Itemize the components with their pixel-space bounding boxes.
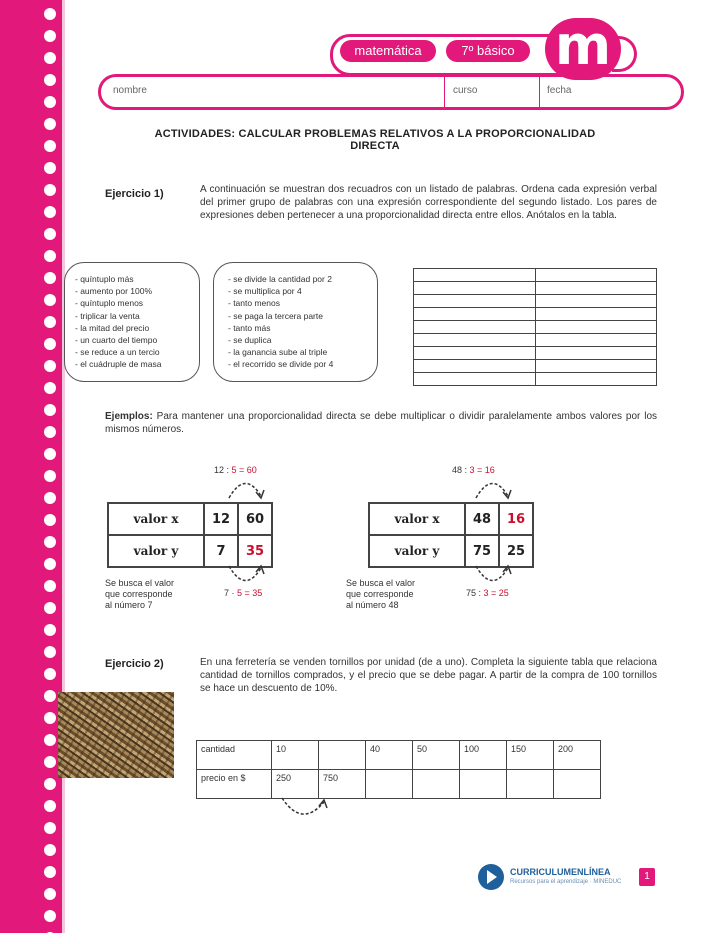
table-row — [414, 360, 657, 373]
table-row — [414, 282, 657, 295]
answer-cell[interactable] — [535, 334, 657, 347]
table-cell: 7 — [204, 535, 238, 567]
table-cell: 100 — [460, 741, 507, 770]
answer-cell[interactable] — [414, 321, 536, 334]
arrow-icon — [462, 564, 522, 590]
spiral-binding — [0, 0, 62, 933]
exercise-1-label: Ejercicio 1) — [105, 188, 164, 200]
title-line: DIRECTA — [350, 140, 400, 152]
table-cell: 200 — [554, 741, 601, 770]
list-item: - el recorrido se divide por 4 — [228, 359, 334, 370]
operation-note: 48 : 3 = 16 — [452, 465, 495, 475]
answer-cell[interactable] — [535, 269, 657, 282]
exercise-2-text: En una ferretería se venden tornillos por unidad (de a uno). Completa la siguiente tabla que relaciona cantidad de tornillos comprados, y el precio que se debe pagar. A partir de la compra de 100 tornillos se hace un descuento de 10%. — [200, 657, 657, 694]
table-cell: 75 — [465, 535, 499, 567]
binding-hole — [44, 338, 56, 350]
list-item: - la ganancia sube al triple — [228, 347, 328, 358]
binding-hole — [44, 646, 56, 658]
binding-hole — [44, 800, 56, 812]
list-item: - se reduce a un tercio — [75, 347, 160, 358]
binding-hole — [44, 30, 56, 42]
table-row — [414, 373, 657, 386]
table-cell[interactable] — [413, 770, 460, 799]
answer-cell[interactable] — [535, 308, 657, 321]
screws-photo — [58, 692, 174, 778]
table-row — [414, 334, 657, 347]
word-list-box-2 — [213, 262, 378, 382]
arrow-icon — [215, 564, 275, 590]
footer-subtitle: Recursos para el aprendizaje · MINEDUC — [510, 879, 622, 885]
binding-hole — [44, 74, 56, 86]
table-cell: 40 — [366, 741, 413, 770]
table-cell: 16 — [499, 503, 533, 535]
answer-cell[interactable] — [535, 295, 657, 308]
footer-brand: CURRICULUMENLÍNEA — [510, 867, 611, 877]
answer-cell[interactable] — [535, 282, 657, 295]
page-edge — [62, 0, 65, 933]
examples-text: Para mantener una proporcionalidad directa se debe multiplicar o dividir paralelamente ambos valores por los mismos números. — [105, 411, 657, 435]
list-item: - la mitad del precio — [75, 322, 150, 333]
table-row — [197, 770, 601, 799]
student-info-bar — [98, 74, 684, 110]
row-header: cantidad — [197, 741, 272, 770]
binding-hole — [44, 778, 56, 790]
table-cell: 48 — [465, 503, 499, 535]
list-item: - se divide la cantidad por 2 — [228, 274, 332, 284]
arrow-icon — [215, 474, 275, 504]
table-row — [197, 741, 601, 770]
operation-note: 75 : 3 = 25 — [466, 588, 509, 598]
binding-hole — [44, 624, 56, 636]
table-cell[interactable] — [554, 770, 601, 799]
table-cell: 250 — [272, 770, 319, 799]
list-item: - un cuarto del tiempo — [75, 335, 158, 346]
binding-hole — [44, 96, 56, 108]
binding-hole — [44, 844, 56, 856]
answer-cell[interactable] — [414, 360, 536, 373]
binding-hole — [44, 910, 56, 922]
binding-hole — [44, 316, 56, 328]
binding-hole — [44, 140, 56, 152]
table-row — [369, 535, 533, 567]
answer-cell[interactable] — [414, 269, 536, 282]
list-item: - quíntuplo más — [75, 274, 134, 284]
table-cell: 50 — [413, 741, 460, 770]
table-row — [414, 347, 657, 360]
binding-hole — [44, 470, 56, 482]
binding-hole — [44, 360, 56, 372]
binding-hole — [44, 690, 56, 702]
binding-hole — [44, 580, 56, 592]
answer-cell[interactable] — [535, 347, 657, 360]
price-table — [196, 740, 601, 799]
page-number: 1 — [639, 868, 655, 886]
binding-hole — [44, 756, 56, 768]
table-row — [414, 321, 657, 334]
answer-cell[interactable] — [414, 308, 536, 321]
table-cell: 10 — [272, 741, 319, 770]
binding-hole — [44, 118, 56, 130]
list-item: - quíntuplo menos — [75, 298, 144, 309]
ratio-table-right — [368, 502, 534, 568]
examples-paragraph — [105, 410, 657, 436]
operation-note: 7 · 5 = 35 — [224, 588, 263, 598]
binding-hole — [44, 492, 56, 504]
binding-hole — [44, 382, 56, 394]
course-label: curso — [453, 85, 478, 96]
binding-hole — [44, 448, 56, 460]
binding-hole — [44, 932, 56, 944]
list-item: - se multiplica por 4 — [228, 286, 302, 297]
answer-cell[interactable] — [535, 360, 657, 373]
answer-cell[interactable] — [414, 282, 536, 295]
binding-hole — [44, 8, 56, 20]
list-item: - tanto menos — [228, 298, 280, 309]
divider — [539, 77, 540, 107]
play-icon — [478, 864, 504, 890]
binding-hole — [44, 272, 56, 284]
binding-hole — [44, 250, 56, 262]
table-cell: 150 — [507, 741, 554, 770]
example-caption: Se busca el valor que corresponde al número 48 — [346, 578, 416, 610]
table-row — [108, 503, 272, 535]
binding-hole — [44, 184, 56, 196]
arrow-icon — [272, 796, 342, 822]
binding-hole — [44, 602, 56, 614]
table-cell[interactable] — [460, 770, 507, 799]
binding-hole — [44, 822, 56, 834]
table-row — [108, 535, 272, 567]
binding-hole — [44, 294, 56, 306]
binding-hole — [44, 866, 56, 878]
divider — [444, 77, 445, 107]
table-row — [369, 503, 533, 535]
table-cell: 60 — [238, 503, 272, 535]
table-cell: 35 — [238, 535, 272, 567]
binding-hole — [44, 162, 56, 174]
binding-hole — [44, 404, 56, 416]
row-header: precio en $ — [197, 770, 272, 799]
row-header: valor y — [369, 535, 465, 567]
worksheet-title — [110, 128, 640, 152]
logo-ring — [612, 36, 637, 72]
ratio-table-left — [107, 502, 273, 568]
arrow-icon — [462, 474, 522, 504]
operation-note: 12 : 5 = 60 — [214, 465, 257, 475]
row-header: valor x — [369, 503, 465, 535]
binding-hole — [44, 514, 56, 526]
binding-hole — [44, 734, 56, 746]
answer-cell[interactable] — [414, 295, 536, 308]
row-header: valor y — [108, 535, 204, 567]
answer-cell[interactable] — [535, 321, 657, 334]
answer-table — [413, 268, 657, 386]
math-logo: m — [545, 18, 621, 80]
table-cell: 12 — [204, 503, 238, 535]
table-cell: 25 — [499, 535, 533, 567]
exercise-1-text: A continuación se muestran dos recuadros con un listado de palabras. Ordena cada expresión verbal del primer grupo de palabras con una expresión correspondiente del segundo listado. Los pares de expresiones deben pertenecer a una proporcionalidad directa entre ellos. Anótalos en la tabla. — [200, 184, 657, 221]
title-line: ACTIVIDADES: CALCULAR PROBLEMAS RELATIVOS A LA PROPORCIONALIDAD — [154, 128, 596, 140]
row-header: valor x — [108, 503, 204, 535]
grade-tag: 7º básico — [446, 40, 530, 62]
subject-tag: matemática — [340, 40, 436, 62]
binding-hole — [44, 558, 56, 570]
word-list-box-1 — [64, 262, 200, 382]
binding-hole — [44, 888, 56, 900]
table-cell[interactable] — [319, 741, 366, 770]
table-cell: 750 — [319, 770, 366, 799]
answer-cell[interactable] — [414, 347, 536, 360]
example-caption: Se busca el valor que corresponde al número 7 — [105, 578, 175, 610]
binding-hole — [44, 228, 56, 240]
binding-hole — [44, 536, 56, 548]
list-item: - se paga la tercera parte — [228, 310, 323, 321]
name-label: nombre — [113, 85, 147, 96]
answer-cell[interactable] — [414, 373, 536, 386]
table-row — [414, 295, 657, 308]
exercise-2-label: Ejercicio 2) — [105, 658, 164, 670]
examples-label: Ejemplos: — [105, 411, 153, 422]
list-item: - triplicar la venta — [75, 310, 140, 321]
list-item: - tanto más — [228, 322, 271, 333]
date-label: fecha — [547, 85, 572, 96]
binding-hole — [44, 52, 56, 64]
list-item: - aumento por 100% — [75, 286, 153, 297]
binding-hole — [44, 668, 56, 680]
table-row — [414, 308, 657, 321]
list-item: - se duplica — [228, 335, 272, 346]
answer-cell[interactable] — [535, 373, 657, 386]
binding-hole — [44, 206, 56, 218]
binding-hole — [44, 712, 56, 724]
table-cell[interactable] — [507, 770, 554, 799]
table-cell[interactable] — [366, 770, 413, 799]
table-row — [414, 269, 657, 282]
answer-cell[interactable] — [414, 334, 536, 347]
binding-hole — [44, 426, 56, 438]
list-item: - el cuádruple de masa — [75, 359, 162, 370]
